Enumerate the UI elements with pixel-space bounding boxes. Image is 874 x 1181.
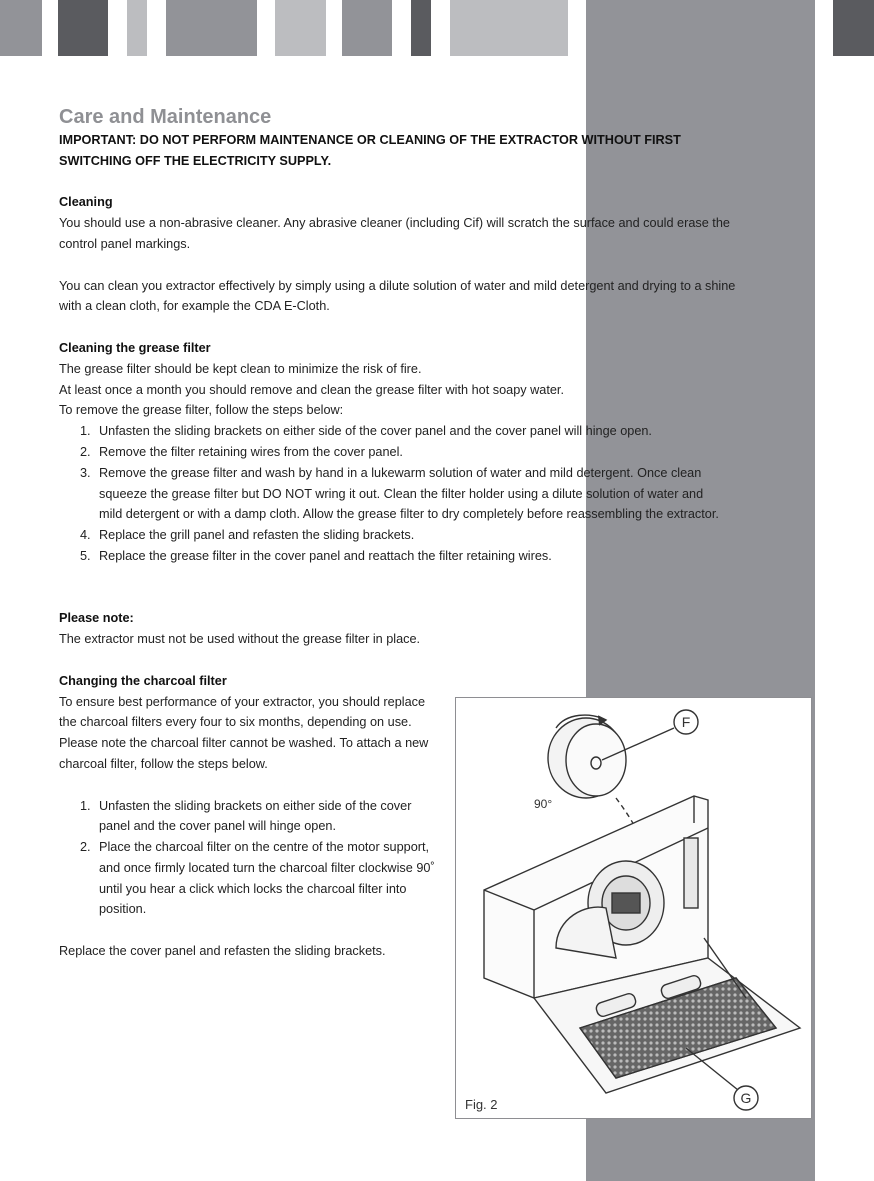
figure-2 <box>455 697 812 1119</box>
grease-line-2: At least once a month you should remove and clean the grease filter with hot soapy water. <box>59 382 564 397</box>
cleaning-heading: Cleaning <box>59 195 113 210</box>
page-title: Care and Maintenance <box>59 106 272 128</box>
please-note-heading: Please note: <box>59 611 134 626</box>
cleaning-paragraph-2: You can clean you extractor effectively by simply using a dilute solution of water and mild detergent and drying to a shine with a clean cloth, for example the CDA E-Cloth. <box>59 278 736 314</box>
header-block <box>833 0 874 56</box>
rotation-angle-label: 90° <box>534 797 553 811</box>
list-item: 1. Unfasten the sliding brackets on either side of the cover panel and the cover panel will hinge open. <box>80 424 652 439</box>
charcoal-paragraph: To ensure best performance of your extractor, you should replace the charcoal filters every four to six months, depending on use. Please note the charcoal filter cannot be washed. To attach a new charcoal filter, follow the steps below. <box>59 694 429 771</box>
charcoal-section <box>59 671 445 962</box>
list-item: 2. Place the charcoal filter on the centre of the motor support, and once firmly located turn the charcoal filter clockwise 90˚ until you hear a click which locks the charcoal filter into position. <box>80 840 435 917</box>
charcoal-closing: Replace the cover panel and refasten the sliding brackets. <box>59 944 386 959</box>
grease-steps-list <box>59 421 729 567</box>
callout-g-label: G <box>740 1090 752 1106</box>
charcoal-steps-list <box>59 796 445 921</box>
header-block <box>411 0 431 56</box>
list-item: 2. Remove the filter retaining wires from the cover panel. <box>80 444 403 459</box>
list-item: 3. Remove the grease filter and wash by hand in a lukewarm solution of water and mild detergent. Once clean squeeze the grease filter but DO NOT wring it out. Clean the filter holder using a dilute solution of water and mild detergent or with a damp cloth. Allow the grease filter to dry completely before reassembling the extractor. <box>80 465 719 522</box>
charcoal-filter-heading: Changing the charcoal filter <box>59 673 227 688</box>
header-block <box>342 0 392 56</box>
header-block <box>450 0 568 56</box>
header-block <box>0 0 42 56</box>
grease-line-1: The grease filter should be kept clean to minimize the risk of fire. <box>59 361 422 376</box>
grease-line-3: To remove the grease filter, follow the steps below: <box>59 403 344 418</box>
safety-warning: IMPORTANT: DO NOT PERFORM MAINTENANCE OR CLEANING OF THE EXTRACTOR WITHOUT FIRST SWITCHING OFF THE ELECTRICITY SUPPLY. <box>59 133 681 168</box>
header-block <box>58 0 108 56</box>
header-block <box>166 0 257 56</box>
cleaning-paragraph-1: You should use a non-abrasive cleaner. Any abrasive cleaner (including Cif) will scratch the surface and could erase the control panel markings. <box>59 216 730 251</box>
list-item: 1. Unfasten the sliding brackets on either side of the cover panel and the cover panel will hinge open. <box>80 798 412 834</box>
figure-caption: Fig. 2 <box>465 1097 498 1112</box>
list-item: 5. Replace the grease filter in the cover panel and reattach the filter retaining wires. <box>80 548 552 563</box>
extractor-diagram <box>456 698 810 1117</box>
header-block <box>127 0 147 56</box>
callout-f-label: F <box>681 714 691 730</box>
list-item: 4. Replace the grill panel and refasten the sliding brackets. <box>80 528 415 543</box>
please-note-text: The extractor must not be used without the grease filter in place. <box>59 632 421 647</box>
grease-filter-heading: Cleaning the grease filter <box>59 340 211 355</box>
header-block <box>275 0 326 56</box>
